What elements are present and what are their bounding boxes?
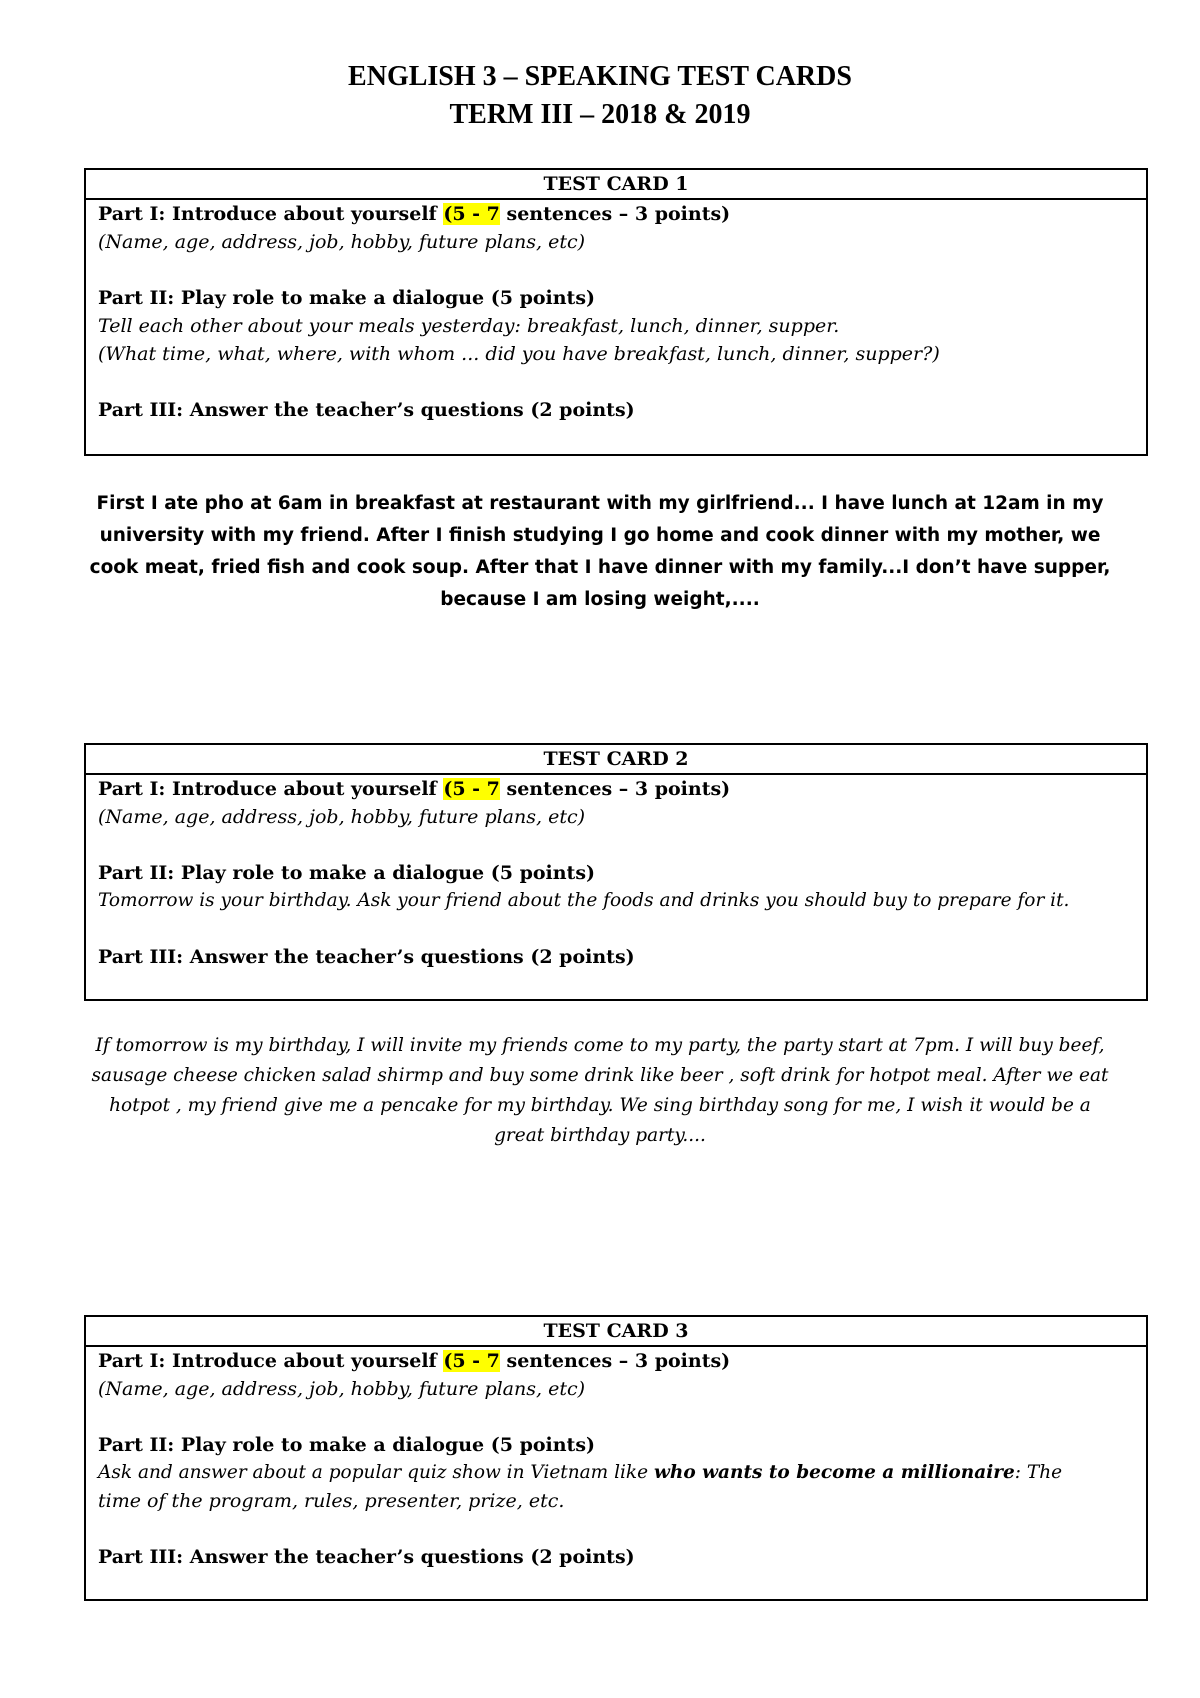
part1-title bbox=[98, 1347, 1134, 1375]
sample-answer-card-2 bbox=[60, 1031, 1140, 1151]
part1-title-points: sentences – 3 points) bbox=[499, 203, 731, 225]
part3-title: Part III: Answer the teacher’s questions (2 points) bbox=[98, 1546, 635, 1568]
part2-title: Part II: Play role to make a dialogue (5 points) bbox=[98, 287, 596, 309]
part1-title-text: Part I: Introduce about yourself bbox=[98, 1350, 444, 1372]
answer-line: First I ate pho at 6am in breakfast at restaurant with my girlfriend... I have lunch at 12am in my bbox=[96, 493, 1104, 514]
sentence-range-highlight: (5 - 7 bbox=[443, 1350, 500, 1372]
part2-instruction bbox=[98, 1459, 1134, 1487]
sentence-range-highlight: (5 - 7 bbox=[443, 203, 500, 225]
part1-title-points: sentences – 3 points) bbox=[499, 778, 731, 800]
sample-answer-card-1 bbox=[60, 488, 1140, 616]
part2-hint: time of the program, rules, presenter, prize, etc. bbox=[98, 1490, 565, 1512]
part1-title bbox=[98, 200, 1134, 228]
part1-title bbox=[98, 775, 1134, 803]
part1-hint: (Name, age, address, job, hobby, future plans, etc) bbox=[98, 806, 586, 828]
test-card-2 bbox=[84, 743, 1148, 1001]
part3-title: Part III: Answer the teacher’s questions (2 points) bbox=[98, 946, 635, 968]
part1-title-points: sentences – 3 points) bbox=[499, 1350, 731, 1372]
part3-title: Part III: Answer the teacher’s questions (2 points) bbox=[98, 399, 635, 421]
part2-instruction-text: Ask and answer about a popular quiz show in Vietnam like bbox=[98, 1462, 654, 1483]
answer-line: sausage cheese chicken salad shirmp and buy some drink like beer , soft drink for hotpot meal. After we eat bbox=[91, 1065, 1109, 1086]
part1-hint: (Name, age, address, job, hobby, future plans, etc) bbox=[98, 231, 586, 253]
part1-hint: (Name, age, address, job, hobby, future plans, etc) bbox=[98, 1378, 586, 1400]
answer-line: great birthday party.... bbox=[494, 1125, 706, 1146]
title-line-2: TERM III – 2018 & 2019 bbox=[449, 99, 751, 130]
card-heading: TEST CARD 2 bbox=[86, 745, 1146, 775]
document-title bbox=[0, 58, 1200, 134]
test-card-1 bbox=[84, 168, 1148, 456]
title-line-1: ENGLISH 3 – SPEAKING TEST CARDS bbox=[348, 61, 852, 92]
part2-title: Part II: Play role to make a dialogue (5 points) bbox=[98, 1434, 596, 1456]
part1-title-text: Part I: Introduce about yourself bbox=[98, 778, 444, 800]
part1-title-text: Part I: Introduce about yourself bbox=[98, 203, 444, 225]
quiz-show-name: who wants to become a millionaire bbox=[653, 1462, 1015, 1483]
part2-title: Part II: Play role to make a dialogue (5 points) bbox=[98, 862, 596, 884]
part2-instruction: Tell each other about your meals yesterday: breakfast, lunch, dinner, supper. bbox=[98, 315, 840, 337]
part2-instruction: Tomorrow is your birthday. Ask your friend about the foods and drinks you should buy to prepare for it. bbox=[98, 890, 1070, 911]
part2-instruction-tail: : The bbox=[1014, 1462, 1063, 1483]
part2-hint: (What time, what, where, with whom ... did you have breakfast, lunch, dinner, supper?) bbox=[98, 343, 940, 365]
card-heading: TEST CARD 3 bbox=[86, 1317, 1146, 1347]
answer-line: If tomorrow is my birthday, I will invite my friends come to my party, the party start at 7pm. I will buy beef, bbox=[95, 1035, 1105, 1056]
answer-line: cook meat, fried fish and cook soup. After that I have dinner with my family...I don’t have supper, bbox=[89, 557, 1111, 578]
answer-line: hotpot , my friend give me a pencake for my birthday. We sing birthday song for me, I wish it would be a bbox=[109, 1095, 1091, 1116]
answer-line: university with my friend. After I finish studying I go home and cook dinner with my mother, we bbox=[99, 525, 1101, 546]
sentence-range-highlight: (5 - 7 bbox=[443, 778, 500, 800]
test-card-3 bbox=[84, 1315, 1148, 1601]
answer-line: because I am losing weight,.... bbox=[440, 589, 760, 610]
card-heading: TEST CARD 1 bbox=[86, 170, 1146, 200]
